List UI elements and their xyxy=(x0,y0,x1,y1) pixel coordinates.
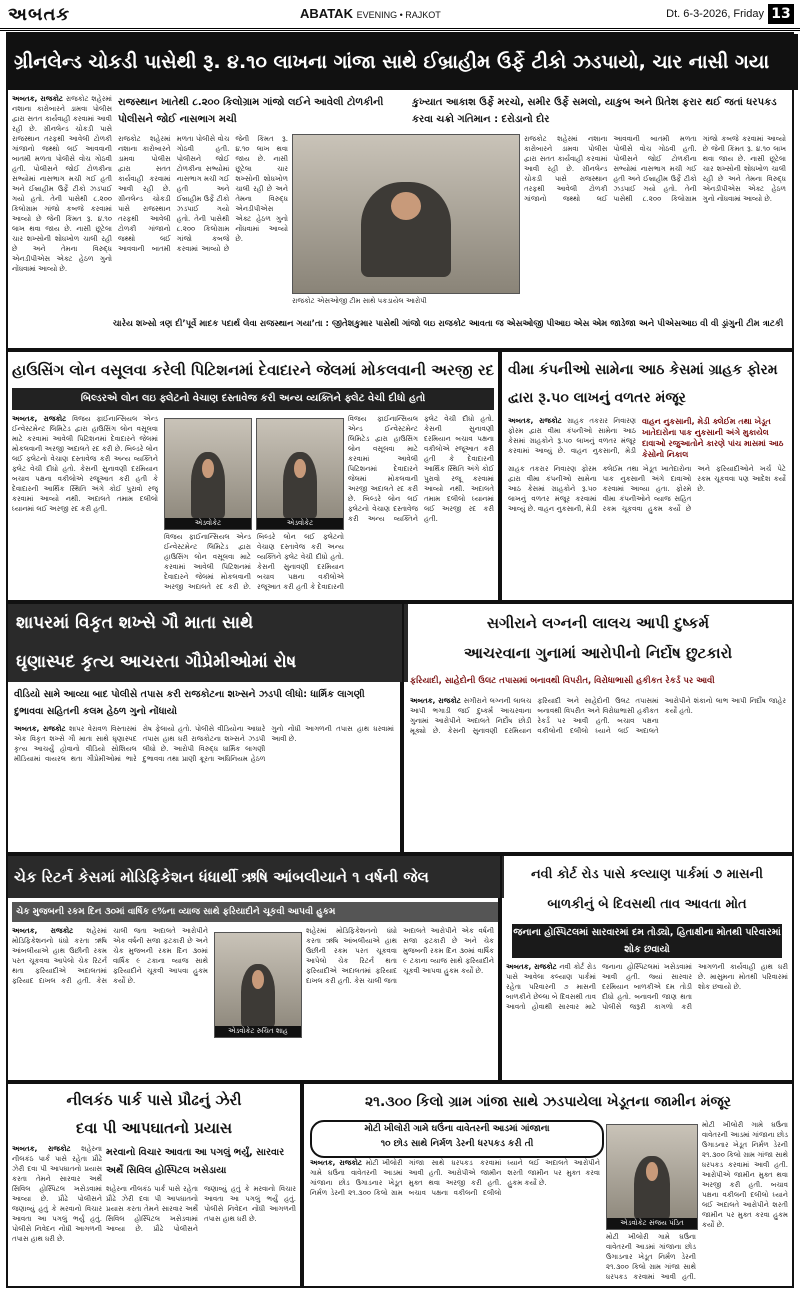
story3-body-top xyxy=(508,416,636,456)
photo-face xyxy=(294,459,306,479)
story2-body-text-3: વિજય ફાઈનાન્સિયલ એન્ડ ઈન્વેસ્ટમેન્ટ લિમિટેડ દ્વારા હાઉસિંગ લોન વસૂલવા માટે કરવામાં આવેલી પિટિશનમાં દેવાદારને જેલમાં મોકલવાની અરજી અદાલતે રદ કરી છે. બિલ્ડરે લોન લઈ ફ્લેટનો વેચાણ દસ્તાવેજ કરી અન્ય વ્યક્તિને ફ્લેટ વેચી દીધો હતો. કેસની સુનાવણી દરમિયાન બચાવ પક્ષના વકીલોએ રજૂઆત કરી હતી કે દેવાદારની આર્થિક સ્થિતિ અંગે કોઈ પુરાવો રજૂ કરવામાં આવ્યો નથી. અદાલતે તમામ દલીલો ધ્યાનમાં લઈ અરજી રદ કરી હતી. xyxy=(348,415,494,523)
photo-face xyxy=(391,192,422,220)
story8-deck: મરવાનો વિચાર આવતા આ પગલું ભર્યું, સારવાર અર્થે સિવિલ હોસ્પિટલ ખસેડાયા xyxy=(106,1147,285,1176)
story2-photo-2-caption: એડવોકેટ xyxy=(257,518,343,529)
story6-body-text: શહેરમાં મોડિફિકેશનનો ધંધો કરતા ઋષિ આંબલીયાએ હાથ ઉછીની રકમ પરત ચૂકવવા આપેલો ચેક રિટર્ન થતા ફરિયાદીએ અદાલતમાં ફરિયાદ દાખલ કરી હતી. કેસ ચાલી જતા અદાલતે આરોપીને એક વર્ષની સજા ફટકારી છે અને ચેક મુજબની રકમ દિન ૩૦માં વાર્ષિક ૯ ટકાના વ્યાજ સાથે ફરિયાદીને ચૂકવી આપવા હુકમ કર્યો છે. xyxy=(12,927,208,985)
story6-dateline: અબતક, રાજકોટ xyxy=(12,927,74,935)
paper-name xyxy=(300,6,441,21)
story9-sub-line2: ૧૦ છોડ સાથે નિર્મળ ડેરની ધરપકડ કરી તી xyxy=(380,1139,534,1149)
story5-dateline: અબતક, રાજકોટ xyxy=(410,697,461,705)
story-insurance-forum xyxy=(500,350,794,602)
story1-photo xyxy=(292,134,520,294)
photo-face xyxy=(252,970,264,989)
story9-sub-line1: મોટી ખીલોરી ગામે ઘઉંના વાવેતરની આડમાં ગાંજાના xyxy=(364,1124,550,1134)
photo-figure xyxy=(283,452,317,518)
story1-body-text-2: રાજકોટ શહેરમાં નશાના કારોબારને ડામવા પોલીસ દ્વારા સતત કાર્યવાહી કરવામાં આવી રહી છે. ગ્રીનલેન્ડ ચોકડી પાસે રાજસ્થાન તરફથી આવેલી ટોળકી ગાંજાનો જથ્થો લઈ આવવાની બાતમી મળતા પોલીસે વોચ ગોઠવી હતી. પોલીસને જોઈ ટોળકીના સભ્યોમાં નાસભાગ મચી ગઈ હતી અને ઈબ્રાહીમ ઉર્ફે ટીકો ઝડપાઈ ગયો હતો. તેની પાસેથી ૮.૨૦૦ કિલોગ્રામ ગાંજો કબજે કરવામાં આવ્યો છે જેની કિંમત રૂ. ૪.૧૦ લાખ થવા જાય છે. નાસી છૂટેલા ચાર શખ્સોની શોધખોળ ચાલી રહી છે અને તેમના વિરુદ્ધ એનડીપીએસ એક્ટ હેઠળ ગુનો નોંધવામાં આવ્યો છે. xyxy=(118,135,288,253)
story-cheque-return xyxy=(6,854,500,1082)
story2-body-left xyxy=(12,414,158,594)
story4-dateline: અબતક, રાજકોટ xyxy=(14,725,66,733)
story4-headline-line1: શાપરમાં વિકૃત શખ્સે ગૌ માતા સાથે xyxy=(16,613,254,633)
story6-headline: ચેક રિટર્ન કેસમાં મોડિફિકેશન ધંધાર્થી ઋષિ આંબલીયાને ૧ વર્ષની જેલ xyxy=(8,856,504,898)
photo-face xyxy=(646,1162,658,1181)
story8-body-text-2: શહેરના નીલકંઠ પાર્ક પાસે રહેતા પ્રૌઢે ઝેરી દવા પી આપઘાતનો પ્રયાસ કરતા તેમને સારવાર અર્થે સિવિલ હોસ્પિટલ ખસેડવામાં આવ્યા છે. પ્રૌઢે પોલીસને જણાવ્યું હતું કે મરવાનો વિચાર આવતા આ પગલું ભર્યું હતું. પોલીસે નિવેદન નોંધી આગળની તપાસ હાથ ધરી છે. xyxy=(106,1185,296,1233)
story4-body xyxy=(14,724,394,848)
story8-headline-line1: નીલકંઠ પાર્ક પાસે પ્રૌઢનું ઝેરી xyxy=(66,1091,242,1109)
story1-headline: ગ્રીનલેન્ડ ચોકડી પાસેથી રૂ. ૪.૧૦ લાખના ગાંજા સાથે ઈબ્રાહીમ ઉર્ફે ટીકો ઝડપાયો, ચાર નાસી ગયા xyxy=(8,34,798,90)
story3-deck: વાહન નુકસાની, મેડી ક્લેઈમ તથા ખેડૂત ખાતેદારોના પાક નુકસાની અંગે મુકાયેલ દાવાઓ રજુઆતોને કારણે પાંચ માસમાં આઠ કેસોનો નિકાલ xyxy=(642,417,784,459)
story6-body-left xyxy=(12,926,208,1076)
story9-body xyxy=(310,1158,600,1282)
story-greenland-ganja xyxy=(6,32,794,350)
story1-deck-left: રાજસ્થાન ખાતેથી ૮.૨૦૦ કિલોગ્રામ ગાંજો લઈને આવેલી ટોળકીની પોલીસને જોઈ નાસભાગ મચી xyxy=(118,97,384,125)
story-kalyan-park xyxy=(500,854,794,1082)
story3-body xyxy=(508,464,786,594)
story8-dateline: અબતક, રાજકોટ xyxy=(12,1145,71,1153)
masthead xyxy=(0,0,800,31)
story3-headline: વીમા કંપનીઓ સામેના આઠ કેસમાં ગ્રાહક ફોરમ દ્વારા રૂ.૫૦ લાખનું વળતર મંજૂર xyxy=(508,362,778,406)
story-acquittal xyxy=(402,602,794,854)
story1-body-right xyxy=(524,134,786,318)
story9-photo xyxy=(606,1124,698,1230)
story7-body xyxy=(506,962,788,1076)
story4-subhead: વીડિયો સામે આવ્યા બાદ પોલીસે તપાસ કરી રાજકોટના શખ્સને ઝડપી લીધો: ધાર્મિક લાગણી દુભાવવા સહિતની કલમ હેઠળ ગુનો નોંધાયો xyxy=(14,689,365,717)
story2-photo-2 xyxy=(256,418,344,530)
story1-dateline: અબતક, રાજકોટ xyxy=(12,95,63,103)
photo-face xyxy=(202,459,214,479)
story3-body-text-2: ગ્રાહક તકરાર નિવારણ ફોરમ દ્વારા વીમા કંપનીઓ સામેના આઠ કેસમાં ગ્રાહકોને રૂ.૫૦ લાખનું વળતર મંજૂર કરવામાં આવ્યું છે. વાહન નુકસાની, મેડી ક્લેઈમ તથા ખેડૂત ખાતેદારોના પાક નુકસાની અંગે દાવાઓ કરવામાં આવ્યા હતા. ફોરમે વીમા કંપનીઓને વ્યાજ સહિત રકમ ચૂકવવા હુકમ કર્યો છે અને ફરિયાદીઓને ખર્ચ પેટે રકમ ચૂકવવા પણ આદેશ કર્યો છે. xyxy=(508,465,786,513)
photo-figure xyxy=(241,964,275,1026)
story6-body-text-2: શહેરમાં મોડિફિકેશનનો ધંધો કરતા ઋષિ આંબલીયાએ હાથ ઉછીની રકમ પરત ચૂકવવા આપેલો ચેક રિટર્ન થતા ફરિયાદીએ અદાલતમાં ફરિયાદ દાખલ કરી હતી. કેસ ચાલી જતા અદાલતે આરોપીને એક વર્ષની સજા ફટકારી છે અને ચેક મુજબની રકમ દિન ૩૦માં વાર્ષિક ૯ ટકાના વ્યાજ સાથે ફરિયાદીને ચૂકવી આપવા હુકમ કર્યો છે. xyxy=(306,927,494,985)
story6-subhead: ચેક મુજબની રકમ દિન ૩૦માં વાર્ષિક ૯%ના વ્યાજ સાથે ફરિયાદીને ચૂકવી આપવી હુકમ xyxy=(12,902,498,922)
page-number: 13 xyxy=(768,4,794,24)
story9-dateline: અબતક, રાજકોટ xyxy=(310,1159,362,1167)
story3-body-text: ગ્રાહક તકરાર નિવારણ ફોરમ દ્વારા વીમા કંપનીઓ સામેના આઠ કેસમાં ગ્રાહકોને રૂ.૫૦ લાખનું વળતર મંજૂર કરવામાં આવ્યું છે. વાહન નુકસાની, મેડી xyxy=(508,417,636,455)
story8-body-text: શહેરના નીલકંઠ પાર્ક પાસે રહેતા પ્રૌઢે ઝેરી દવા પી આપઘાતનો પ્રયાસ કરતા તેમને સારવાર અર્થે સિવિલ હોસ્પિટલ ખસેડવામાં આવ્યા છે. પ્રૌઢે પોલીસને જણાવ્યું હતું કે મરવાનો વિચાર આવતા આ પગલું ભર્યું હતું. પોલીસે નિવેદન નોંધી આગળની તપાસ હાથ ધરી છે. xyxy=(12,1145,102,1243)
story7-body-text: નવી કોર્ટ રોડ પાસે આવેલા કલ્યાણ પાર્કમાં રહેતા પરિવારની ૭ માસની બાળકીને છેલ્લા બે દિવસથી તાવ આવતો હોવાથી સારવાર માટે જનાના હોસ્પિટલમાં ખસેડવામાં આવી હતી. જ્યાં સારવાર દરમિયાન બાળકીએ દમ તોડી દીધો હતો. બનાવની જાણ થતા પોલીસે જરૂરી કાગળો કરી આગળની કાર્યવાહી હાથ ધરી છે. માસુમના મોતથી પરિવારમાં શોક છવાયો છે. xyxy=(506,963,788,1011)
edition-text: EVENING • RAJKOT xyxy=(356,10,441,20)
story7-headline-line1: નવી કોર્ટ રોડ પાસે કલ્યાણ પાર્કમાં ૭ માસની xyxy=(530,867,764,882)
story2-body-text-2: વિજય ફાઈનાન્સિયલ એન્ડ ઈન્વેસ્ટમેન્ટ લિમિટેડ દ્વારા હાઉસિંગ લોન વસૂલવા માટે કરવામાં આવેલી પિટિશનમાં દેવાદારને જેલમાં મોકલવાની અરજી અદાલતે રદ કરી છે. બિલ્ડરે લોન લઈ ફ્લેટનો વેચાણ દસ્તાવેજ કરી અન્ય વ્યક્તિને ફ્લેટ વેચી દીધો હતો. કેસની સુનાવણી દરમિયાન બચાવ પક્ષના વકીલોએ રજૂઆત કરી હતી કે દેવાદારની xyxy=(164,533,344,591)
story9-body-text-3: મોટી ખીલોરી ગામે ઘઉંના વાવેતરની આડમાં ગાંજાના છોડ ઉગાડનાર ખેડૂત નિર્મળ ડેરની ૨૧.૩૦૦ કિલો ગ્રામ ગાંજા સાથે ધરપકડ કરવામાં આવી હતી. આરોપીએ જામીન મુક્ત થવા અરજી કરી હતી. બચાવ પક્ષના વકીલની દલીલો ધ્યાને લઈ અદાલતે આરોપીને શરતી જામીન પર મુક્ત કરવા હુકમ કર્યો છે. xyxy=(702,1121,788,1229)
story4-body-text: શાપર વેરાવળ વિસ્તારમાં એક વિકૃત શખ્સે ગૌ માતા સાથે ઘૃણાસ્પદ કૃત્ય આચર્યું હોવાનો વીડિયો સોશિયલ મીડિયામાં વાયરલ થતા ગૌપ્રેમીઓમાં ભારે રોષ ફેલાયો હતો. પોલીસે વીડિયોના આધારે તપાસ હાથ ધરી રાજકોટના શખ્સને ઝડપી લીધો છે. આરોપી વિરુદ્ધ ધાર્મિક લાગણી દુભાવવા તથા પ્રાણી ક્રૂરતા અધિનિયમ હેઠળ ગુનો નોંધી આગળની તપાસ હાથ ધરવામાં આવી છે. xyxy=(14,725,394,763)
story8-body-left xyxy=(12,1144,102,1282)
story1-body-left xyxy=(12,94,112,318)
story5-headline-line2: આચરવાના ગુનામાં આરોપીનો નિર્દોષ છુટકારો xyxy=(463,644,733,662)
story1-bottom-banner: ચારેય શખ્સો ત્રણ દી’પૂર્વે માદક પદાર્થ લેવા રાજસ્થાન ગયા’તા : જીતેશકુમાર પાસેથી ગાંજો લઇ રાજકોટ આવતા જ એસઓજી પીઆઇ એસ એમ જાડેજા અને પીએસઆઇ વી વી ડ્રાંગુની ટીમ ત્રાટકી xyxy=(112,319,784,329)
story2-photo-1 xyxy=(164,418,252,530)
story-nilkanth-park xyxy=(6,1082,302,1288)
photo-figure xyxy=(361,182,451,277)
photo-figure xyxy=(191,452,225,518)
story2-body-text: વિજય ફાઈનાન્સિયલ એન્ડ ઈન્વેસ્ટમેન્ટ લિમિટેડ દ્વારા હાઉસિંગ લોન વસૂલવા માટે કરવામાં આવેલી પિટિશનમાં દેવાદારને જેલમાં મોકલવાની અરજી અદાલતે રદ કરી છે. બિલ્ડરે લોન લઈ ફ્લેટનો વેચાણ દસ્તાવેજ કરી અન્ય વ્યક્તિને ફ્લેટ વેચી દીધો હતો. કેસની સુનાવણી દરમિયાન બચાવ પક્ષના વકીલોએ રજૂઆત કરી હતી કે દેવાદારની આર્થિક સ્થિતિ અંગે કોઈ પુરાવો રજૂ કરવામાં આવ્યો નથી. અદાલતે તમામ દલીલો ધ્યાનમાં લઈ અરજી રદ કરી હતી. xyxy=(12,415,158,513)
story5-body-text: સગીરાને લગ્નની લાલચ આપી ભગાડી જઈ દુષ્કર્મ આચરવાના ગુનામાં આરોપીને અદાલતે નિર્દોષ છોડી મૂક્યો છે. કેસની સુનાવણી દરમિયાન ફરિયાદી અને સાહેદોની ઉલટ તપાસમાં બનાવથી વિપરીત અને વિરોધાભાસી હકીકત રેકર્ડ પર આવી હતી. બચાવ પક્ષના વકીલોની દલીલો ધ્યાને લઈ અદાલતે આરોપીને શંકાનો લાભ આપી નિર્દોષ જાહેર કર્યો હતો. xyxy=(410,697,786,735)
story1-photo-caption: રાજકોટ એસઓજી ટીમ સાથે પકડાયેલ આરોપી xyxy=(292,297,427,305)
story5-body xyxy=(410,696,786,848)
story2-subhead: બિલ્ડરએ લોન લઇ ફ્લેટનો વેચાણ દસ્તાવેજ કરી અન્ય વ્યક્તિને ફ્લેટ વેચી દીધો હતો xyxy=(12,388,494,410)
story9-headline: ૨૧.૩૦૦ કિલો ગ્રામ ગાંજા સાથે ઝડપાયેલા ખેડૂતના જામીન મંજૂર xyxy=(364,1094,732,1110)
paper-name-text: ABATAK xyxy=(300,6,353,21)
story5-headline xyxy=(410,608,786,668)
story7-headline-line2: બાળકીનું બે દિવસથી તાવ આવતા મોત xyxy=(547,897,747,912)
story1-body-text: રાજકોટ શહેરમાં નશાના કારોબારને ડામવા પોલીસ દ્વારા સતત કાર્યવાહી કરવામાં આવી રહી છે. ગ્રીનલેન્ડ ચોકડી પાસે રાજસ્થાન તરફથી આવેલી ટોળકી ગાંજાનો જથ્થો લઈ આવવાની બાતમી મળતા પોલીસે વોચ ગોઠવી હતી. પોલીસને જોઈ ટોળકીના સભ્યોમાં નાસભાગ મચી ગઈ હતી અને ઈબ્રાહીમ ઉર્ફે ટીકો ઝડપાઈ ગયો હતો. તેની પાસેથી ૮.૨૦૦ કિલોગ્રામ ગાંજો કબજે કરવામાં આવ્યો છે જેની કિંમત રૂ. ૪.૧૦ લાખ થવા જાય છે. નાસી છૂટેલા ચાર શખ્સોની શોધખોળ ચાલી રહી છે અને તેમના વિરુદ્ધ એનડીપીએસ એક્ટ હેઠળ ગુનો નોંધવામાં આવ્યો છે. xyxy=(12,95,112,273)
story7-dateline: અબતક, રાજકોટ xyxy=(506,963,557,971)
masthead-logo: અબતક xyxy=(8,4,71,25)
story1-body-text-3: રાજકોટ શહેરમાં નશાના કારોબારને ડામવા પોલીસ દ્વારા સતત કાર્યવાહી કરવામાં આવી રહી છે. ગ્રીનલેન્ડ ચોકડી પાસે રાજસ્થાન તરફથી આવેલી ટોળકી ગાંજાનો જથ્થો લઈ આવવાની બાતમી મળતા પોલીસે વોચ ગોઠવી હતી. પોલીસને જોઈ ટોળકીના સભ્યોમાં નાસભાગ મચી ગઈ હતી અને ઈબ્રાહીમ ઉર્ફે ટીકો ઝડપાઈ ગયો હતો. તેની પાસેથી ૮.૨૦૦ કિલોગ્રામ ગાંજો કબજે કરવામાં આવ્યો છે જેની કિંમત રૂ. ૪.૧૦ લાખ થવા જાય છે. નાસી છૂટેલા ચાર શખ્સોની શોધખોળ ચાલી રહી છે અને તેમના વિરુદ્ધ એનડીપીએસ એક્ટ હેઠળ ગુનો નોંધવામાં આવ્યો છે. xyxy=(524,135,786,203)
story-shapar xyxy=(6,602,402,854)
story9-body-text-2: મોટી ખીલોરી ગામે ઘઉંના વાવેતરની આડમાં ગાંજાના છોડ ઉગાડનાર ખેડૂત નિર્મળ ડેરની ૨૧.૩૦૦ કિલો ગ્રામ ગાંજા સાથે ધરપકડ કરવામાં આવી હતી. xyxy=(606,1233,696,1281)
story2-headline: હાઉસિંગ લોન વસૂલવા કરેલી પિટિશનમાં દેવાદારને જેલમાં મોકલવાની અરજી રદ xyxy=(12,361,494,379)
story4-headline xyxy=(8,604,408,682)
story7-headline xyxy=(506,860,788,920)
story1-deck-right: કુખ્યાત આકાશ ઉર્ફે મરચો, સમીર ઉર્ફે સમલો, યાકુબ અને પ્રિતેશ ફરાર થઈ જતાં ધરપકડ કરવા ચક્રો ગતિમાન : દરોડાનો દોર xyxy=(412,97,777,125)
story9-photo-caption: એડવોકેટ સંજય પંડિત xyxy=(607,1218,697,1229)
story9-body-right xyxy=(702,1120,788,1282)
story9-subhead xyxy=(310,1120,604,1158)
story-housing-loan xyxy=(6,350,500,602)
story2-photo-1-caption: એડવોકેટ xyxy=(165,518,251,529)
story3-dateline: અબતક, રાજકોટ xyxy=(508,417,562,425)
photo-figure xyxy=(634,1156,670,1218)
story2-body-right xyxy=(348,414,494,594)
story1-body-mid xyxy=(118,134,288,318)
story2-dateline: અબતક, રાજકોટ xyxy=(12,415,67,423)
story-ganja-bail xyxy=(302,1082,794,1288)
story5-subhead: ફરિયાદી, સાહેદોની ઉલટ તપાસમાં બનાવથી વિપરીત, વિરોધાભાસી હકીકત રેકર્ડ પર આવી xyxy=(410,676,715,686)
story6-body-right xyxy=(306,926,494,1076)
story9-body-under-photo xyxy=(606,1232,696,1282)
story7-deck: જનાના હોસ્પિટલમાં સારવારમાં દમ તોડ્યો, હિતાક્ષીના મોતથી પરિવારમાં શોક છવાયો xyxy=(512,924,782,958)
story8-headline-line2: દવા પી આપઘાતનો પ્રયાસ xyxy=(75,1119,233,1137)
story8-body-right xyxy=(106,1184,296,1282)
issue-date: Dt. 6-3-2026, Friday xyxy=(666,8,764,20)
story8-headline xyxy=(12,1086,296,1142)
story5-headline-line1: સગીરાને લગ્નની લાલચ આપી દુષ્કર્મ xyxy=(486,614,710,632)
story9-body-text: મોટી ખીલોરી ગામે ઘઉંના વાવેતરની આડમાં ગાંજાના છોડ ઉગાડનાર ખેડૂત નિર્મળ ડેરની ૨૧.૩૦૦ કિલો ગ્રામ ગાંજા સાથે ધરપકડ કરવામાં આવી હતી. આરોપીએ જામીન મુક્ત થવા અરજી કરી હતી. બચાવ પક્ષના વકીલની દલીલો ધ્યાને લઈ અદાલતે આરોપીને શરતી જામીન પર મુક્ત કરવા હુકમ કર્યો છે. xyxy=(310,1159,600,1197)
story2-body-mid xyxy=(164,532,344,594)
story6-photo-caption: એડવોકેટ રુચિત શાહ xyxy=(215,1026,301,1037)
story4-headline-line2: ઘૃણાસ્પદ કૃત્ય આચરતા ગૌપ્રેમીઓમાં રોષ xyxy=(16,652,297,672)
story6-photo xyxy=(214,932,302,1038)
